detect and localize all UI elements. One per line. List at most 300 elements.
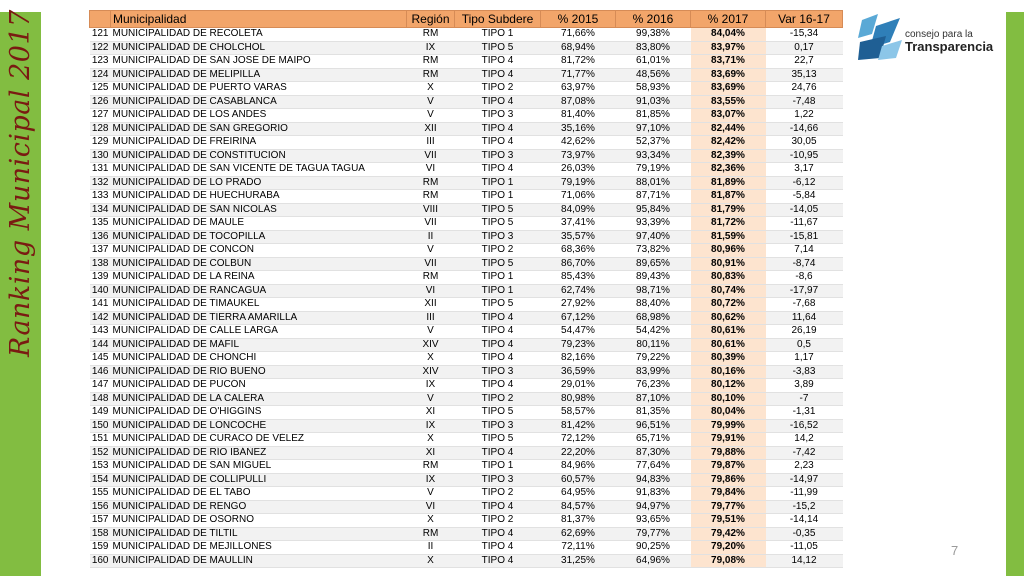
variation-cell: 24,76 (766, 82, 843, 96)
variation-cell: -7,42 (766, 446, 843, 460)
table-row (90, 217, 843, 231)
rank-cell: 156 (90, 500, 111, 514)
pct-2016-cell: 81,85% (616, 109, 691, 123)
pct-2016-cell: 87,71% (616, 190, 691, 204)
pct-2016-cell: 98,71% (616, 284, 691, 298)
table-row (90, 473, 843, 487)
pct-2015-cell: 72,11% (541, 541, 616, 555)
pct-2016-cell: 97,40% (616, 230, 691, 244)
rank-cell: 151 (90, 433, 111, 447)
region-cell: V (407, 109, 455, 123)
pct-2015-cell: 62,69% (541, 527, 616, 541)
variation-cell: 0,5 (766, 338, 843, 352)
pct-2017-cell: 79,77% (691, 500, 766, 514)
pct-2017-cell: 80,61% (691, 338, 766, 352)
municipality-cell: MUNICIPALIDAD DE MELIPILLA (111, 68, 407, 82)
pct-2015-cell: 68,36% (541, 244, 616, 258)
tipo-cell: TIPO 4 (455, 68, 541, 82)
variation-cell: 30,05 (766, 136, 843, 150)
table-row (90, 392, 843, 406)
municipality-cell: MUNICIPALIDAD DE TIERRA AMARILLA (111, 311, 407, 325)
region-cell: RM (407, 527, 455, 541)
tipo-cell: TIPO 3 (455, 149, 541, 163)
municipality-cell: MUNICIPALIDAD DE RÍO IBÁÑEZ (111, 446, 407, 460)
municipality-cell: MUNICIPALIDAD DE RENGO (111, 500, 407, 514)
variation-cell: -16,52 (766, 419, 843, 433)
table-row (90, 284, 843, 298)
municipality-cell: MUNICIPALIDAD DE SAN VICENTE DE TAGUA TAGUA (111, 163, 407, 177)
pct-2015-cell: 68,94% (541, 41, 616, 55)
tipo-cell: TIPO 4 (455, 338, 541, 352)
pct-2016-cell: 81,35% (616, 406, 691, 420)
pct-2017-cell: 83,55% (691, 95, 766, 109)
pct-2015-cell: 37,41% (541, 217, 616, 231)
tipo-cell: TIPO 4 (455, 352, 541, 366)
rank-cell: 123 (90, 55, 111, 69)
tipo-cell: TIPO 4 (455, 554, 541, 568)
region-cell: VI (407, 500, 455, 514)
variation-cell: -17,97 (766, 284, 843, 298)
table-row (90, 514, 843, 528)
region-cell: VI (407, 284, 455, 298)
region-cell: RM (407, 460, 455, 474)
region-cell: VIII (407, 203, 455, 217)
pct-2017-cell: 81,79% (691, 203, 766, 217)
region-cell: XII (407, 122, 455, 136)
pct-2016-cell: 83,80% (616, 41, 691, 55)
municipality-cell: MUNICIPALIDAD DE FREIRINA (111, 136, 407, 150)
region-cell: IX (407, 473, 455, 487)
region-cell: XI (407, 446, 455, 460)
tipo-cell: TIPO 3 (455, 419, 541, 433)
municipality-cell: MUNICIPALIDAD DE TILTIL (111, 527, 407, 541)
tipo-cell: TIPO 5 (455, 257, 541, 271)
municipality-cell: MUNICIPALIDAD DE CONSTITUCIÓN (111, 149, 407, 163)
table-row (90, 460, 843, 474)
pct-2016-cell: 91,83% (616, 487, 691, 501)
region-cell: X (407, 554, 455, 568)
consejo-transparencia-logo (856, 12, 1006, 62)
municipality-cell: MUNICIPALIDAD DE MAULLÍN (111, 554, 407, 568)
municipality-cell: MUNICIPALIDAD DE TIMAUKEL (111, 298, 407, 312)
tipo-cell: TIPO 5 (455, 433, 541, 447)
table-row (90, 82, 843, 96)
municipality-cell: MUNICIPALIDAD DE TOCOPILLA (111, 230, 407, 244)
variation-cell: -7,68 (766, 298, 843, 312)
region-cell: V (407, 392, 455, 406)
region-cell: III (407, 136, 455, 150)
municipality-cell: MUNICIPALIDAD DE LA REINA (111, 271, 407, 285)
tipo-cell: TIPO 1 (455, 190, 541, 204)
pct-2016-cell: 79,77% (616, 527, 691, 541)
region-cell: RM (407, 176, 455, 190)
pct-2016-cell: 97,10% (616, 122, 691, 136)
pct-2017-cell: 81,72% (691, 217, 766, 231)
rank-cell: 134 (90, 203, 111, 217)
tipo-cell: TIPO 2 (455, 82, 541, 96)
logo-mark-icon (856, 12, 904, 62)
tipo-cell: TIPO 5 (455, 298, 541, 312)
pct-2016-cell: 88,40% (616, 298, 691, 312)
tipo-cell: TIPO 4 (455, 541, 541, 555)
rank-cell: 136 (90, 230, 111, 244)
tipo-cell: TIPO 1 (455, 28, 541, 42)
pct-2017-cell: 84,04% (691, 28, 766, 42)
region-cell: IX (407, 41, 455, 55)
variation-cell: 26,19 (766, 325, 843, 339)
variation-cell: -7,48 (766, 95, 843, 109)
tipo-cell: TIPO 5 (455, 41, 541, 55)
pct-2016-cell: 79,22% (616, 352, 691, 366)
pct-2015-cell: 84,09% (541, 203, 616, 217)
municipality-cell: MUNICIPALIDAD DE CASABLANCA (111, 95, 407, 109)
pct-2017-cell: 83,69% (691, 68, 766, 82)
header-tipo-subdere: Tipo Subdere (455, 11, 541, 28)
variation-cell: -14,14 (766, 514, 843, 528)
table-row (90, 257, 843, 271)
pct-2016-cell: 89,65% (616, 257, 691, 271)
pct-2015-cell: 29,01% (541, 379, 616, 393)
municipality-cell: MUNICIPALIDAD DE LA CALERA (111, 392, 407, 406)
tipo-cell: TIPO 2 (455, 392, 541, 406)
pct-2016-cell: 77,64% (616, 460, 691, 474)
region-cell: IX (407, 379, 455, 393)
table-row (90, 190, 843, 204)
region-cell: V (407, 487, 455, 501)
variation-cell: 1,17 (766, 352, 843, 366)
variation-cell: -15,34 (766, 28, 843, 42)
rank-cell: 159 (90, 541, 111, 555)
region-cell: RM (407, 28, 455, 42)
table-row (90, 487, 843, 501)
rank-cell: 148 (90, 392, 111, 406)
municipality-cell: MUNICIPALIDAD DE PUERTO VARAS (111, 82, 407, 96)
variation-cell: -7 (766, 392, 843, 406)
table-row (90, 68, 843, 82)
table-row (90, 541, 843, 555)
variation-cell: -10,95 (766, 149, 843, 163)
municipality-cell: MUNICIPALIDAD DE HUECHURABA (111, 190, 407, 204)
municipality-cell: MUNICIPALIDAD DE CHONCHI (111, 352, 407, 366)
tipo-cell: TIPO 2 (455, 244, 541, 258)
header-pct-2016: % 2016 (616, 11, 691, 28)
region-cell: VI (407, 163, 455, 177)
region-cell: X (407, 433, 455, 447)
ranking-table (89, 10, 843, 568)
municipality-cell: MUNICIPALIDAD DE RANCAGUA (111, 284, 407, 298)
slide-title: Ranking Municipal 2017 (5, 9, 36, 357)
table-row (90, 149, 843, 163)
variation-cell: 35,13 (766, 68, 843, 82)
tipo-cell: TIPO 4 (455, 122, 541, 136)
rank-cell: 160 (90, 554, 111, 568)
variation-cell: 3,17 (766, 163, 843, 177)
table-row (90, 55, 843, 69)
pct-2015-cell: 62,74% (541, 284, 616, 298)
pct-2017-cell: 80,61% (691, 325, 766, 339)
table-header-row (90, 11, 843, 28)
variation-cell: 11,64 (766, 311, 843, 325)
rank-cell: 158 (90, 527, 111, 541)
pct-2016-cell: 76,23% (616, 379, 691, 393)
table-row (90, 554, 843, 568)
municipality-cell: MUNICIPALIDAD DE LONCOCHE (111, 419, 407, 433)
variation-cell: 7,14 (766, 244, 843, 258)
table-row (90, 163, 843, 177)
table-row (90, 338, 843, 352)
rank-cell: 152 (90, 446, 111, 460)
tipo-cell: TIPO 4 (455, 446, 541, 460)
pct-2016-cell: 80,11% (616, 338, 691, 352)
table-row (90, 271, 843, 285)
tipo-cell: TIPO 4 (455, 311, 541, 325)
pct-2017-cell: 81,89% (691, 176, 766, 190)
municipality-cell: MUNICIPALIDAD DE RIO BUENO (111, 365, 407, 379)
region-cell: II (407, 230, 455, 244)
pct-2017-cell: 82,44% (691, 122, 766, 136)
pct-2017-cell: 79,51% (691, 514, 766, 528)
pct-2016-cell: 79,19% (616, 163, 691, 177)
tipo-cell: TIPO 4 (455, 500, 541, 514)
variation-cell: -15,2 (766, 500, 843, 514)
rank-cell: 127 (90, 109, 111, 123)
pct-2015-cell: 81,40% (541, 109, 616, 123)
pct-2015-cell: 81,37% (541, 514, 616, 528)
pct-2017-cell: 82,36% (691, 163, 766, 177)
region-cell: V (407, 244, 455, 258)
rank-cell: 139 (90, 271, 111, 285)
tipo-cell: TIPO 2 (455, 514, 541, 528)
pct-2015-cell: 72,12% (541, 433, 616, 447)
header-var-16-17: Var 16-17 (766, 11, 843, 28)
pct-2015-cell: 27,92% (541, 298, 616, 312)
table-row (90, 419, 843, 433)
municipality-cell: MUNICIPALIDAD DE COLLIPULLI (111, 473, 407, 487)
rank-cell: 130 (90, 149, 111, 163)
rank-cell: 121 (90, 28, 111, 42)
rank-cell: 122 (90, 41, 111, 55)
variation-cell: 14,2 (766, 433, 843, 447)
pct-2016-cell: 90,25% (616, 541, 691, 555)
pct-2017-cell: 82,42% (691, 136, 766, 150)
pct-2015-cell: 81,72% (541, 55, 616, 69)
pct-2016-cell: 91,03% (616, 95, 691, 109)
pct-2015-cell: 64,95% (541, 487, 616, 501)
municipality-cell: MUNICIPALIDAD DE SAN GREGORIO (111, 122, 407, 136)
pct-2017-cell: 79,84% (691, 487, 766, 501)
rank-cell: 157 (90, 514, 111, 528)
tipo-cell: TIPO 4 (455, 136, 541, 150)
table-row (90, 406, 843, 420)
pct-2017-cell: 79,91% (691, 433, 766, 447)
pct-2017-cell: 83,97% (691, 41, 766, 55)
table-row (90, 109, 843, 123)
variation-cell: -5,84 (766, 190, 843, 204)
variation-cell: -3,83 (766, 365, 843, 379)
pct-2017-cell: 80,16% (691, 365, 766, 379)
table-row (90, 365, 843, 379)
tipo-cell: TIPO 5 (455, 406, 541, 420)
pct-2016-cell: 96,51% (616, 419, 691, 433)
rank-cell: 131 (90, 163, 111, 177)
municipality-cell: MUNICIPALIDAD DE LO PRADO (111, 176, 407, 190)
table-body (90, 28, 843, 568)
pct-2015-cell: 71,66% (541, 28, 616, 42)
tipo-cell: TIPO 4 (455, 55, 541, 69)
rank-cell: 144 (90, 338, 111, 352)
pct-2016-cell: 83,99% (616, 365, 691, 379)
tipo-cell: TIPO 1 (455, 271, 541, 285)
variation-cell: -11,05 (766, 541, 843, 555)
right-accent-bar (1006, 12, 1024, 576)
pct-2015-cell: 86,70% (541, 257, 616, 271)
pct-2015-cell: 82,16% (541, 352, 616, 366)
pct-2015-cell: 84,96% (541, 460, 616, 474)
table-row (90, 122, 843, 136)
variation-cell: 0,17 (766, 41, 843, 55)
pct-2015-cell: 81,42% (541, 419, 616, 433)
pct-2017-cell: 79,42% (691, 527, 766, 541)
logo-subtitle: consejo para la (905, 29, 973, 40)
pct-2015-cell: 54,47% (541, 325, 616, 339)
rank-cell: 142 (90, 311, 111, 325)
municipality-cell: MUNICIPALIDAD DE CURACO DE VÉLEZ (111, 433, 407, 447)
tipo-cell: TIPO 3 (455, 109, 541, 123)
rank-cell: 132 (90, 176, 111, 190)
header-pct-2017: % 2017 (691, 11, 766, 28)
rank-cell: 155 (90, 487, 111, 501)
tipo-cell: TIPO 1 (455, 176, 541, 190)
pct-2015-cell: 31,25% (541, 554, 616, 568)
tipo-cell: TIPO 4 (455, 325, 541, 339)
pct-2015-cell: 67,12% (541, 311, 616, 325)
variation-cell: 14,12 (766, 554, 843, 568)
pct-2017-cell: 82,39% (691, 149, 766, 163)
municipality-cell: MUNICIPALIDAD DE MÁFIL (111, 338, 407, 352)
municipality-cell: MUNICIPALIDAD DE PUCÓN (111, 379, 407, 393)
region-cell: X (407, 352, 455, 366)
table-row (90, 230, 843, 244)
pct-2017-cell: 83,71% (691, 55, 766, 69)
table-row (90, 379, 843, 393)
variation-cell: -8,6 (766, 271, 843, 285)
variation-cell: 1,22 (766, 109, 843, 123)
pct-2017-cell: 79,88% (691, 446, 766, 460)
table-row (90, 446, 843, 460)
pct-2017-cell: 79,20% (691, 541, 766, 555)
pct-2015-cell: 79,19% (541, 176, 616, 190)
pct-2015-cell: 42,62% (541, 136, 616, 150)
table-row (90, 352, 843, 366)
table-row (90, 311, 843, 325)
rank-cell: 129 (90, 136, 111, 150)
region-cell: V (407, 325, 455, 339)
tipo-cell: TIPO 3 (455, 473, 541, 487)
municipality-cell: MUNICIPALIDAD DE CALLE LARGA (111, 325, 407, 339)
tipo-cell: TIPO 3 (455, 230, 541, 244)
municipality-cell: MUNICIPALIDAD DE CHOLCHOL (111, 41, 407, 55)
pct-2016-cell: 93,65% (616, 514, 691, 528)
table-row (90, 298, 843, 312)
table-row (90, 433, 843, 447)
variation-cell: -8,74 (766, 257, 843, 271)
region-cell: XII (407, 298, 455, 312)
pct-2015-cell: 87,08% (541, 95, 616, 109)
tipo-cell: TIPO 5 (455, 203, 541, 217)
rank-cell: 126 (90, 95, 111, 109)
pct-2015-cell: 26,03% (541, 163, 616, 177)
variation-cell: -11,99 (766, 487, 843, 501)
municipality-cell: MUNICIPALIDAD DE MAULE (111, 217, 407, 231)
pct-2017-cell: 83,69% (691, 82, 766, 96)
variation-cell: 2,23 (766, 460, 843, 474)
pct-2015-cell: 58,57% (541, 406, 616, 420)
pct-2015-cell: 79,23% (541, 338, 616, 352)
municipality-cell: MUNICIPALIDAD DE SAN MIGUEL (111, 460, 407, 474)
pct-2015-cell: 84,57% (541, 500, 616, 514)
tipo-cell: TIPO 1 (455, 284, 541, 298)
pct-2016-cell: 64,96% (616, 554, 691, 568)
pct-2016-cell: 58,93% (616, 82, 691, 96)
pct-2015-cell: 60,57% (541, 473, 616, 487)
municipality-cell: MUNICIPALIDAD DE OSORNO (111, 514, 407, 528)
rank-cell: 141 (90, 298, 111, 312)
table-row (90, 500, 843, 514)
table-row (90, 41, 843, 55)
rank-cell: 146 (90, 365, 111, 379)
region-cell: XIV (407, 365, 455, 379)
region-cell: III (407, 311, 455, 325)
municipality-cell: MUNICIPALIDAD DE COLBÚN (111, 257, 407, 271)
table-row (90, 325, 843, 339)
rank-cell: 154 (90, 473, 111, 487)
pct-2016-cell: 94,97% (616, 500, 691, 514)
pct-2017-cell: 80,04% (691, 406, 766, 420)
table-row (90, 244, 843, 258)
pct-2016-cell: 88,01% (616, 176, 691, 190)
variation-cell: -14,97 (766, 473, 843, 487)
municipality-cell: MUNICIPALIDAD DE EL TABO (111, 487, 407, 501)
variation-cell: -15,81 (766, 230, 843, 244)
rank-cell: 145 (90, 352, 111, 366)
region-cell: XIV (407, 338, 455, 352)
table-row (90, 95, 843, 109)
pct-2016-cell: 54,42% (616, 325, 691, 339)
municipality-cell: MUNICIPALIDAD DE LOS ANDES (111, 109, 407, 123)
header-rank (90, 11, 111, 28)
tipo-cell: TIPO 4 (455, 379, 541, 393)
header-municipalidad: Municipalidad (111, 11, 407, 28)
tipo-cell: TIPO 4 (455, 163, 541, 177)
pct-2016-cell: 52,37% (616, 136, 691, 150)
pct-2016-cell: 87,30% (616, 446, 691, 460)
variation-cell: -14,66 (766, 122, 843, 136)
pct-2017-cell: 79,08% (691, 554, 766, 568)
rank-cell: 149 (90, 406, 111, 420)
pct-2016-cell: 99,38% (616, 28, 691, 42)
rank-cell: 150 (90, 419, 111, 433)
pct-2016-cell: 68,98% (616, 311, 691, 325)
pct-2017-cell: 80,96% (691, 244, 766, 258)
variation-cell: -14,05 (766, 203, 843, 217)
municipality-cell: MUNICIPALIDAD DE SAN JOSÉ DE MAIPO (111, 55, 407, 69)
rank-cell: 153 (90, 460, 111, 474)
pct-2015-cell: 35,57% (541, 230, 616, 244)
table-row (90, 176, 843, 190)
pct-2015-cell: 63,97% (541, 82, 616, 96)
rank-cell: 125 (90, 82, 111, 96)
tipo-cell: TIPO 4 (455, 527, 541, 541)
